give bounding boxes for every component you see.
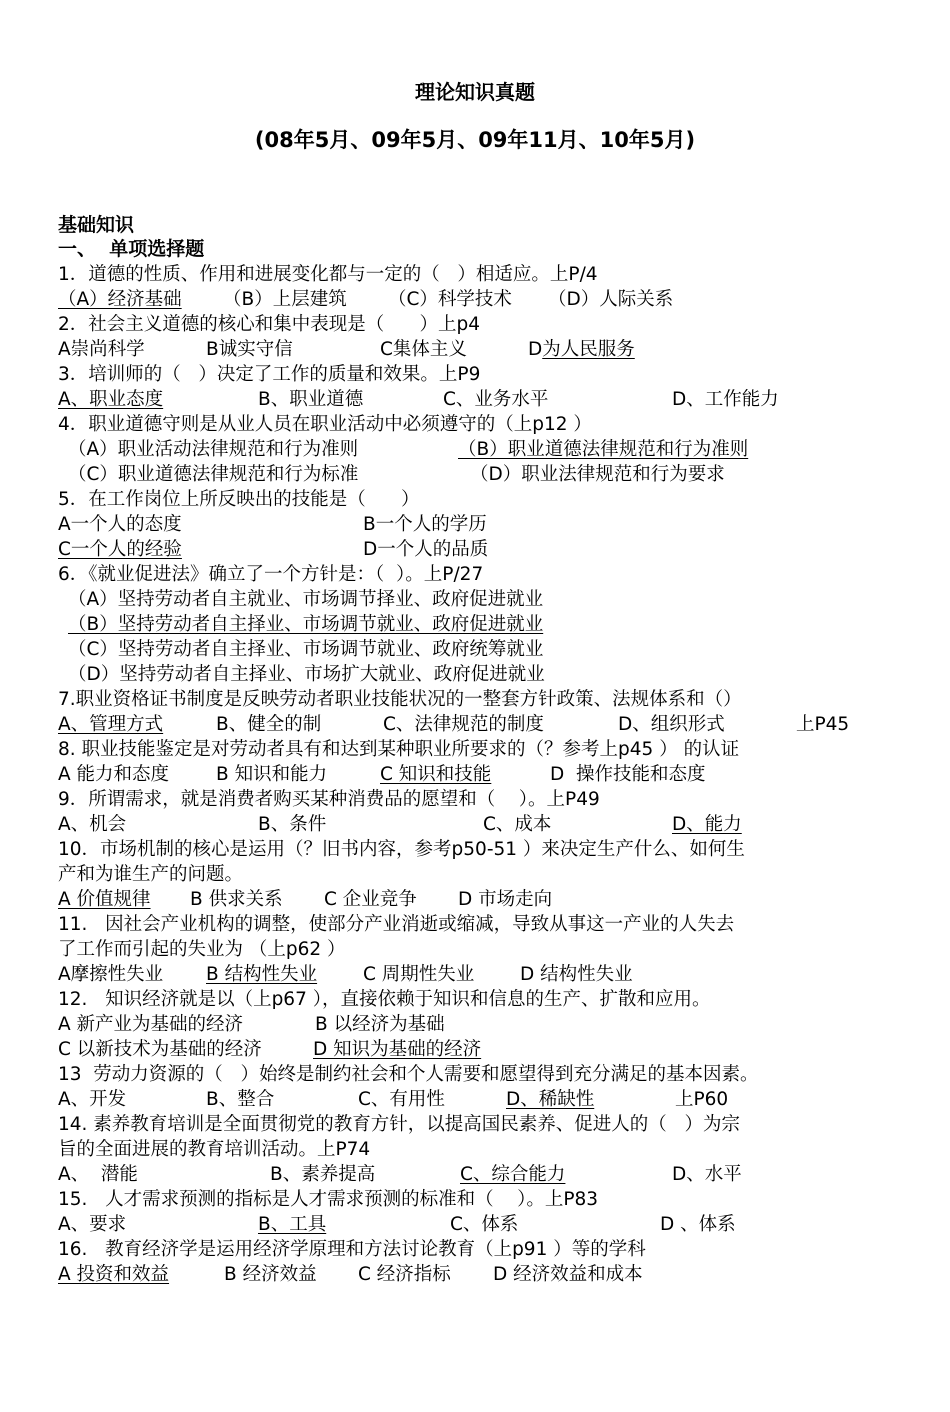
option-1c: （C）科学技术 xyxy=(388,289,512,310)
options-9 xyxy=(58,812,898,837)
option-2b: B诚实守信 xyxy=(206,339,293,360)
option-3d: D、工作能力 xyxy=(672,389,779,410)
option-13b: B、整合 xyxy=(206,1089,275,1110)
option-4a: （A）职业活动法律规范和行为准则 xyxy=(68,439,359,460)
option-2c: C集体主义 xyxy=(380,339,467,360)
page-reference-7: 上P45 xyxy=(796,714,850,735)
question-16: 16. 教育经济学是运用经济学原理和方法讨论教育（上p91 ）等的学科 xyxy=(58,1239,646,1260)
option-2d xyxy=(528,337,635,362)
option-15b: B、工具 xyxy=(258,1214,327,1235)
option-11d: D 结构性失业 xyxy=(520,964,633,985)
option-7c: C、法律规范的制度 xyxy=(383,714,544,735)
question-12: 12. 知识经济就是以（上p67 ），直接依赖于知识和信息的生产、扩散和应用。 xyxy=(58,989,711,1010)
question-5: 5．在工作岗位上所反映出的技能是（ ） xyxy=(58,489,420,510)
option-5a: A一个人的态度 xyxy=(58,514,182,535)
question-9: 9．所谓需求，就是消费者购买某种消费品的愿望和（ ）。上P49 xyxy=(58,789,600,810)
option-8a: A 能力和态度 xyxy=(58,764,170,785)
option-14d: D、水平 xyxy=(672,1164,742,1185)
option-16d: D 经济效益和成本 xyxy=(493,1264,643,1285)
option-8d: D 操作技能和态度 xyxy=(550,764,706,785)
page-subtitle: (08年5月、09年5月、09年11月、10年5月) xyxy=(254,128,696,152)
options-10 xyxy=(58,887,898,912)
option-9a: A、机会 xyxy=(58,814,127,835)
question-8: 8. 职业技能鉴定是对劳动者具有和达到某种职业所要求的（？参考上p45 ） 的认证 xyxy=(58,739,740,760)
option-9b: B、条件 xyxy=(258,814,327,835)
option-6a: （A）坚持劳动者自主就业、市场调节择业、政府促进就业 xyxy=(68,589,544,610)
option-13a: A、开发 xyxy=(58,1089,127,1110)
question-11: 11. 因社会产业机构的调整，使部分产业消逝或缩减，导致从事这一产业的人失去 xyxy=(58,914,735,935)
option-6c: （C）坚持劳动者自主择业、市场调节就业、政府统筹就业 xyxy=(68,639,544,660)
options-8 xyxy=(58,762,898,787)
section-heading: 基础知识 xyxy=(58,214,135,236)
option-4d: （D）职业法律规范和行为要求 xyxy=(470,464,725,485)
option-14c: C、综合能力 xyxy=(460,1164,566,1185)
option-12c: C 以新技术为基础的经济 xyxy=(58,1039,262,1060)
options-11 xyxy=(58,962,898,987)
question-3: 3．培训师的（ ）决定了工作的质量和效果。上P9 xyxy=(58,364,481,385)
options-14 xyxy=(58,1162,898,1187)
option-2a: A崇尚科学 xyxy=(58,339,145,360)
option-5c: C一个人的经验 xyxy=(58,539,182,560)
option-12d: D 知识为基础的经济 xyxy=(313,1039,482,1060)
option-14a: A、 潜能 xyxy=(58,1164,138,1185)
question-4: 4．职业道德守则是从业人员在职业活动中必须遵守的（上p12 ） xyxy=(58,414,592,435)
options-12ab xyxy=(58,1012,898,1037)
option-10c: C 企业竞争 xyxy=(324,889,417,910)
option-11c: C 周期性失业 xyxy=(363,964,475,985)
option-2d-letter: D xyxy=(528,339,543,360)
option-4c: （C）职业道德法律规范和行为标准 xyxy=(68,464,359,485)
option-1d: （D）人际关系 xyxy=(548,289,674,310)
option-5b: B一个人的学历 xyxy=(363,514,487,535)
option-16a: A 投资和效益 xyxy=(58,1264,170,1285)
option-6d: （D）坚持劳动者自主择业、市场扩大就业、政府促进就业 xyxy=(68,664,545,685)
question-15: 15. 人才需求预测的指标是人才需求预测的标准和（ ）。上P83 xyxy=(58,1189,599,1210)
option-13d: D、稀缺性 xyxy=(506,1089,595,1110)
options-12cd xyxy=(58,1037,898,1062)
page-reference-13: 上P60 xyxy=(675,1089,729,1110)
option-10b: B 供求关系 xyxy=(190,889,283,910)
option-12b: B 以经济为基础 xyxy=(315,1014,445,1035)
options-16 xyxy=(58,1262,898,1287)
options-3 xyxy=(58,387,898,412)
options-4cd xyxy=(58,462,898,487)
option-1b: （B）上层建筑 xyxy=(223,289,347,310)
option-1a: （A）经济基础 xyxy=(58,289,182,310)
options-2 xyxy=(58,337,898,362)
question-1: 1．道德的性质、作用和进展变化都与一定的（ ）相适应。上P/4 xyxy=(58,264,598,285)
options-5ab xyxy=(58,512,898,537)
option-6b: （B）坚持劳动者自主择业、市场调节就业、政府促进就业 xyxy=(68,614,544,635)
question-2: 2．社会主义道德的核心和集中表现是（ ）上p4 xyxy=(58,314,481,335)
option-16b: B 经济效益 xyxy=(224,1264,317,1285)
options-13 xyxy=(58,1087,898,1112)
option-11b: B 结构性失业 xyxy=(206,964,318,985)
question-11-cont: 了工作而引起的失业为 （上p62 ） xyxy=(58,939,346,960)
question-6: 6．《就业促进法》确立了一个方针是：（ ）。上P/27 xyxy=(58,564,484,585)
question-10-cont: 产和为谁生产的问题。 xyxy=(58,864,244,885)
option-15c: C、体系 xyxy=(450,1214,519,1235)
options-4ab xyxy=(58,437,898,462)
options-7 xyxy=(58,712,898,737)
option-9d: D、能力 xyxy=(672,814,742,835)
option-3b: B、职业道德 xyxy=(258,389,364,410)
option-7b: B、健全的制 xyxy=(216,714,322,735)
option-13c: C、有用性 xyxy=(358,1089,445,1110)
page-title: 理论知识真题 xyxy=(415,80,535,104)
option-5d: D一个人的品质 xyxy=(363,539,489,560)
option-7d: D、组织形式 xyxy=(618,714,725,735)
option-14b: B、素养提高 xyxy=(270,1164,376,1185)
option-10d: D 市场走向 xyxy=(458,889,553,910)
options-5cd xyxy=(58,537,898,562)
question-10: 10．市场机制的核心是运用（？旧书内容，参考p50-51 ）来决定生产什么、如何生 xyxy=(58,839,745,860)
option-15a: A、要求 xyxy=(58,1214,127,1235)
question-13: 13 劳动力资源的（ ）始终是制约社会和个人需要和愿望得到充分满足的基本因素。 xyxy=(58,1064,759,1085)
options-1 xyxy=(58,287,898,312)
part-heading: 一、 单项选择题 xyxy=(58,238,205,260)
option-8c: C 知识和技能 xyxy=(380,764,492,785)
option-12a: A 新产业为基础的经济 xyxy=(58,1014,244,1035)
option-2d-text: 为人民服务 xyxy=(542,339,635,360)
option-3c: C、业务水平 xyxy=(443,389,549,410)
option-10a: A 价值规律 xyxy=(58,889,151,910)
option-8b: B 知识和能力 xyxy=(216,764,328,785)
question-14: 14. 素养教育培训是全面贯彻党的教育方针，以提高国民素养、促进人的（ ）为宗 xyxy=(58,1114,740,1135)
option-3a: A、职业态度 xyxy=(58,389,164,410)
option-4b: （B）职业道德法律规范和行为准则 xyxy=(458,439,749,460)
question-14-cont: 旨的全面进展的教育培训活动。上P74 xyxy=(58,1139,371,1160)
question-7: 7.职业资格证书制度是反映劳动者职业技能状况的一整套方针政策、法规体系和（） xyxy=(58,689,742,710)
options-15 xyxy=(58,1212,898,1237)
option-9c: C、成本 xyxy=(483,814,552,835)
option-15d: D 、体系 xyxy=(660,1214,736,1235)
option-16c: C 经济指标 xyxy=(358,1264,451,1285)
option-11a: A摩擦性失业 xyxy=(58,964,164,985)
option-7a: A、管理方式 xyxy=(58,714,164,735)
